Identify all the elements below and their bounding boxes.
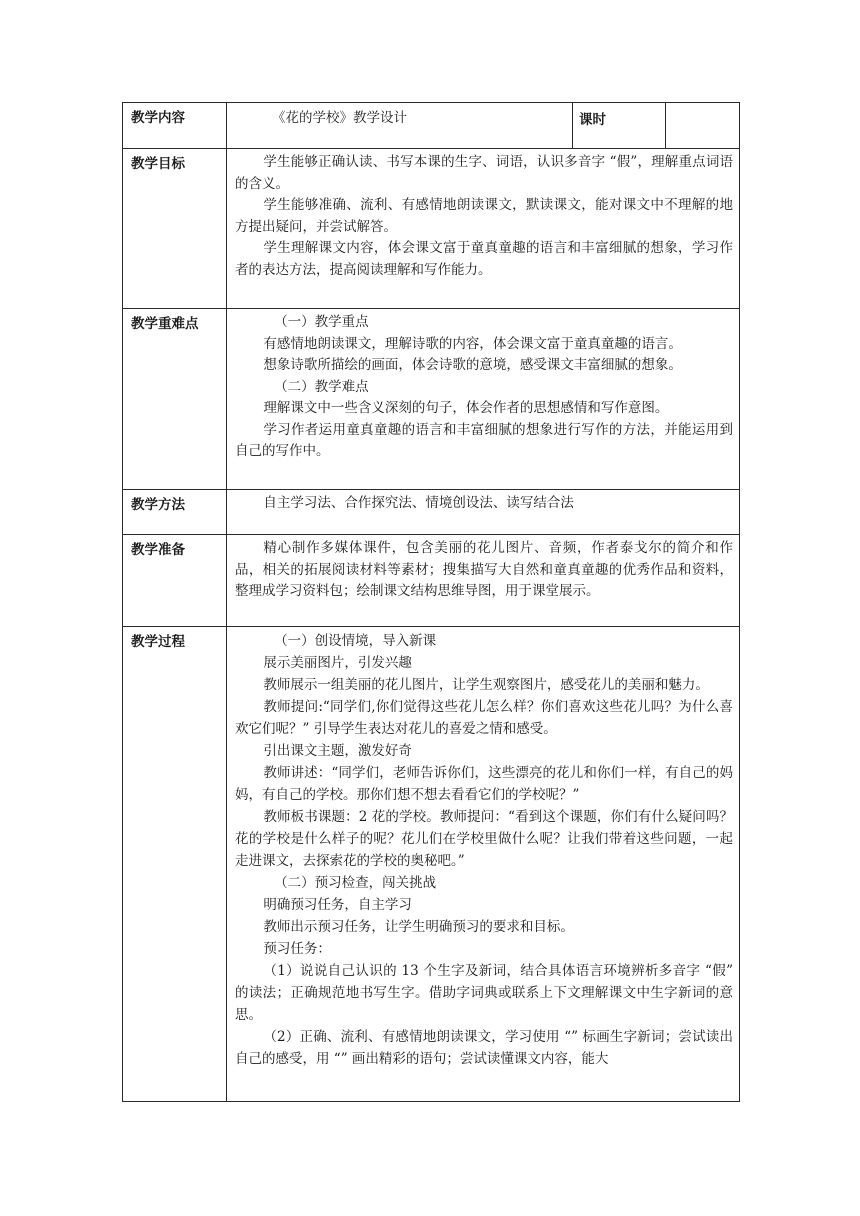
process-paragraph: （2）正确、流利、有感情地朗读课文，学习使用 “” 标画生字新词；尝试读出自己的感受，用 “” 画出精彩的语句；尝试读懂课文内容，能大 [235,1029,733,1067]
key-points-paragraph: 理解课文中一些含义深刻的句子，体会作者的思想感情和写作意图。 [263,400,669,416]
objectives-label: 教学目标 [123,149,227,309]
process-paragraph: 教师出示预习任务，让学生明确预习的要求和目标。 [263,919,574,935]
lesson-title: 《花的学校》教学设计 [227,103,573,149]
process-paragraph: 教师板书课题：2 花的学校。教师提问：“看到这个课题，你们有什么疑问吗？花的学校是什么样子的呢？花儿们在学校里做什么呢？让我们带着这些问题，一起走进课文，去探索花的学校的奥秘吧。” [235,809,733,869]
key-points-content [227,309,740,490]
row-process [123,627,740,1102]
process-heading: （二）预习检查，闯关挑战 [274,875,437,891]
process-paragraph: 教师讲述：“同学们，老师告诉你们，这些漂亮的花儿和你们一样，有自己的妈妈，有自己的学校。那你们想不想去看看它们的学校呢？” [235,765,733,803]
row-preparation [123,535,740,627]
row-methods [123,490,740,535]
process-paragraph: 教师提问:“同学们,你们觉得这些花儿怎么样？你们喜欢这些花儿吗？为什么喜欢它们呢？” 引导学生表达对花儿的喜爱之情和感受。 [235,699,733,737]
objective-paragraph: 学生能够正确认读、书写本课的生字、词语，认识多音字 “假”，理解重点词语的含义。 [235,154,733,192]
row-key-points [123,309,740,490]
process-paragraph: 教师展示一组美丽的花儿图片，让学生观察图片，感受花儿的美丽和魅力。 [263,677,709,693]
preparation-content [227,535,740,627]
process-heading: （一）创设情境，导入新课 [274,633,437,649]
process-label: 教学过程 [123,627,227,1102]
content-label: 教学内容 [123,103,227,149]
key-points-heading: （二）教学难点 [274,378,369,395]
row-content [123,103,740,149]
lesson-plan-table [122,102,740,1102]
process-paragraph: 引出课文主题，激发好奇 [263,743,412,759]
objective-paragraph: 学生能够准确、流利、有感情地朗读课文，默读课文，能对课文中不理解的地方提出疑问，并尝试解答。 [235,197,733,235]
process-paragraph: 展示美丽图片，引发兴趣 [263,655,412,671]
methods-paragraph: 自主学习法、合作探究法、情境创设法、读写结合法 [263,495,574,511]
row-objectives [123,149,740,309]
key-points-label: 教学重难点 [123,309,227,490]
hours-label: 课时 [573,103,666,149]
key-points-paragraph: 有感情地朗读课文，理解诗歌的内容，体会课文富于童真童趣的语言。 [263,335,682,352]
key-points-paragraph: 想象诗歌所描绘的画面，体会诗歌的意境，感受课文丰富细腻的想象。 [263,357,682,373]
methods-label: 教学方法 [123,490,227,535]
process-content [227,627,740,1102]
hours-value [666,103,740,149]
preparation-label: 教学准备 [123,535,227,627]
key-points-heading: （一）教学重点 [274,314,369,330]
objectives-content [227,149,740,309]
objective-paragraph: 学生理解课文内容，体会课文富于童真童趣的语言和丰富细腻的想象，学习作者的表达方法，提高阅读理解和写作能力。 [235,240,733,278]
process-paragraph: 预习任务： [263,941,331,957]
preparation-paragraph: 精心制作多媒体课件，包含美丽的花儿图片、音频，作者泰戈尔的简介和作品，相关的拓展阅读材料等素材；搜集描写大自然和童真童趣的优秀作品和资料，整理成学习资料包；绘制课文结构思维导图，用于课堂展示。 [235,540,733,599]
methods-content [227,490,740,535]
process-paragraph: 明确预习任务，自主学习 [263,897,412,913]
key-points-paragraph: 学习作者运用童真童趣的语言和丰富细腻的想象进行写作的方法，并能运用到自己的写作中。 [235,421,733,459]
process-paragraph: （1）说说自己认识的 13 个生字及新词，结合具体语言环境辨析多音字 “假” 的读法；正确规范地书写生字。借助字词典或联系上下文理解课文中生字新词的意思。 [235,963,733,1023]
